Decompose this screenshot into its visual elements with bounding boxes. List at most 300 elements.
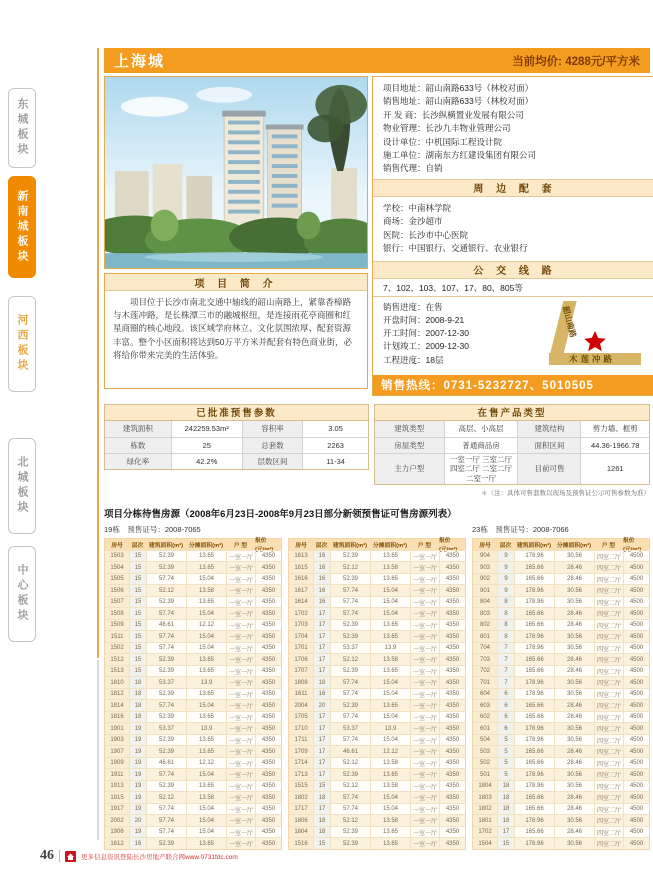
table-cell: 4500 (623, 676, 649, 688)
table-cell: 52.39 (146, 596, 186, 608)
table-cell: 1511 (105, 630, 129, 642)
table-cell: 1504 (473, 837, 497, 849)
table-cell: 802 (473, 619, 497, 631)
table-cell: 一室一厅 (226, 573, 255, 585)
main-content (104, 48, 650, 850)
table-row (105, 676, 281, 688)
table-cell: 1709 (289, 745, 313, 757)
table-cell: 16 (313, 561, 330, 573)
table-cell: 四室二厅 (594, 561, 623, 573)
table-cell: 1506 (105, 584, 129, 596)
table-cell: 1803 (473, 791, 497, 803)
average-price-label: 当前均价: 4288元/平方米 (512, 55, 640, 68)
table-cell: 15 (129, 550, 146, 562)
table-cell: 4350 (255, 780, 281, 792)
listing-table-3-body (473, 550, 649, 849)
table-cell: 6 (497, 722, 514, 734)
products-title: 在售产品类型 (375, 405, 649, 421)
table-cell: 30.56 (554, 734, 594, 746)
page-number: 46 (40, 848, 54, 863)
sidebar-item-new-south-district[interactable]: 新南城板块 (8, 176, 36, 278)
table-cell: 15.04 (186, 573, 226, 585)
table-cell: 13.65 (370, 573, 410, 585)
table-cell: 702 (473, 665, 497, 677)
table-cell: 30.56 (554, 676, 594, 688)
table-cell: 165.66 (514, 745, 554, 757)
table-cell: 4500 (623, 722, 649, 734)
col-shared-area: 分摊面积(m²) (372, 542, 408, 549)
table-cell: 4350 (255, 722, 281, 734)
table-cell: 4500 (623, 826, 649, 838)
table-row (105, 665, 281, 677)
table-row (473, 814, 649, 826)
table-cell: 57.74 (146, 607, 186, 619)
table-row (473, 561, 649, 573)
sales-status-block (373, 297, 653, 375)
table-cell: 53.37 (330, 642, 370, 654)
table-cell: 一室一厅 (410, 711, 439, 723)
table-cell: 901 (473, 584, 497, 596)
table-cell: 4350 (439, 780, 465, 792)
col-price: 报价(元/m²) (255, 538, 274, 554)
table-cell: 4350 (439, 561, 465, 573)
sidebar-item-central-district[interactable]: 中心板块 (8, 546, 36, 642)
table-cell: 4350 (255, 550, 281, 562)
listing-table-1-header (105, 538, 281, 554)
table-cell: 15 (129, 573, 146, 585)
table-cell: 四室二厅 (594, 837, 623, 849)
table-cell: 四室二厅 (594, 780, 623, 792)
table-cell: 6 (497, 699, 514, 711)
table-cell: 803 (473, 607, 497, 619)
table-row (105, 573, 281, 585)
table-cell: 一室一厅 (410, 734, 439, 746)
table-cell: 4500 (623, 688, 649, 700)
table-row (289, 734, 465, 746)
table-cell: 4500 (623, 596, 649, 608)
table-cell: 57.74 (330, 711, 370, 723)
table-cell: 52.39 (330, 665, 370, 677)
surroundings-section-title: 周 边 配 套 (373, 179, 653, 197)
table-cell: 52.39 (330, 630, 370, 642)
road-label-horizontal: 木莲冲路 (569, 353, 616, 364)
table-cell: 18 (497, 814, 514, 826)
table-cell: 15 (129, 561, 146, 573)
table-cell: 一室一厅 (410, 607, 439, 619)
table-cell: 2263 (302, 437, 368, 453)
table-cell: 165.66 (514, 665, 554, 677)
table-cell: 4350 (255, 561, 281, 573)
table-cell: 13.65 (186, 688, 226, 700)
table-cell: 165.66 (514, 561, 554, 573)
info-row-sales-address: 销售地址：韶山南路633号（林校对面） (383, 96, 534, 107)
table-row (473, 619, 649, 631)
table-cell: 1816 (105, 711, 129, 723)
building-photo (104, 76, 368, 269)
table-cell: 8 (497, 619, 514, 631)
table-cell: 178.96 (514, 550, 554, 562)
table-row (105, 699, 281, 711)
cert-label-building19: 19栋 预售证号：2008-7065 (104, 524, 201, 534)
construction-progress: 工程进度：18层 (383, 354, 444, 365)
table-cell: 4350 (255, 745, 281, 757)
table-row (375, 421, 649, 437)
table-row (105, 421, 368, 437)
table-cell: 主力户型 (375, 453, 444, 484)
bus-routes: 7、102、103、107、17、80、805等 (373, 279, 653, 297)
table-cell: 15.04 (370, 607, 410, 619)
table-cell: 46.61 (146, 757, 186, 769)
table-cell: 8 (497, 607, 514, 619)
table-cell: 15.04 (370, 584, 410, 596)
table-cell: 一室一厅 (226, 550, 255, 562)
table-cell: 四室二厅 (594, 665, 623, 677)
approved-params-title: 已批准预售参数 (105, 405, 368, 421)
table-cell: 4500 (623, 619, 649, 631)
table-cell: 16 (313, 573, 330, 585)
table-cell: 15 (129, 642, 146, 654)
table-cell: 13.65 (370, 550, 410, 562)
table-cell: 57.74 (146, 699, 186, 711)
table-cell: 15.04 (370, 676, 410, 688)
sidebar-item-east-district[interactable]: 东城板块 (8, 88, 36, 168)
table-cell: 601 (473, 722, 497, 734)
table-cell: 801 (473, 630, 497, 642)
table-cell: 4350 (439, 550, 465, 562)
table-row (105, 780, 281, 792)
table-cell: 1903 (105, 734, 129, 746)
table-row (473, 699, 649, 711)
table-cell: 高层、小高层 (444, 421, 518, 437)
table-cell: 四室二厅 (594, 596, 623, 608)
table-cell: 一室一厅 (226, 607, 255, 619)
table-cell: 一室一厅 (410, 757, 439, 769)
table-cell: 8 (497, 596, 514, 608)
surroundings-mall: 商场：金沙超市 (383, 216, 443, 227)
table-cell: 一室一厅 (410, 653, 439, 665)
table-cell: 一室一厅 (226, 642, 255, 654)
table-cell: 5 (497, 734, 514, 746)
table-cell: 4350 (255, 573, 281, 585)
footer-divider (59, 850, 60, 862)
table-cell: 总套数 (242, 437, 302, 453)
table-cell: 30.56 (554, 780, 594, 792)
table-cell: 四室二厅 (594, 814, 623, 826)
col-area: 建筑面积(m²) (148, 542, 184, 549)
table-cell: 1804 (473, 780, 497, 792)
table-row (105, 711, 281, 723)
table-row (289, 814, 465, 826)
table-cell: 四室二厅 (594, 653, 623, 665)
table-row (105, 814, 281, 826)
listing-table-2-body (289, 550, 465, 849)
table-cell: 30.56 (554, 630, 594, 642)
table-cell: 28.46 (554, 607, 594, 619)
table-cell: 52.39 (146, 745, 186, 757)
table-cell: 一室一厅 (410, 688, 439, 700)
table-cell: 4350 (255, 688, 281, 700)
table-cell: 4350 (255, 642, 281, 654)
table-cell: 1704 (289, 630, 313, 642)
table-cell: 一室一厅 (410, 699, 439, 711)
table-cell: 一室一厅 (226, 619, 255, 631)
table-cell: 4350 (439, 688, 465, 700)
table-cell: 46.61 (330, 745, 370, 757)
table-cell: 4350 (255, 837, 281, 849)
table-cell: 1713 (289, 768, 313, 780)
table-cell: 6 (497, 688, 514, 700)
col-room: 房号 (111, 542, 123, 549)
table-cell: 165.66 (514, 653, 554, 665)
table-cell: 13.58 (370, 814, 410, 826)
table-row (289, 780, 465, 792)
table-row (105, 630, 281, 642)
table-cell: 6 (497, 711, 514, 723)
table-cell: 7 (497, 642, 514, 654)
table-cell: 57.74 (330, 596, 370, 608)
table-cell: 30.56 (554, 837, 594, 849)
table-cell: 1261 (580, 453, 649, 484)
table-cell: 15 (129, 619, 146, 631)
completion-date: 计划竣工：2009-12-30 (383, 341, 469, 352)
table-row (473, 745, 649, 757)
table-row (105, 722, 281, 734)
table-cell: 28.46 (554, 653, 594, 665)
col-floor: 层次 (131, 542, 144, 549)
sales-status-list (383, 301, 511, 373)
table-cell: 52.39 (330, 826, 370, 838)
table-cell: 1701 (289, 642, 313, 654)
table-cell: 15.04 (370, 791, 410, 803)
table-cell: 13.65 (186, 665, 226, 677)
table-cell: 房屋类型 (375, 437, 444, 453)
table-cell: 178.96 (514, 780, 554, 792)
table-cell: 44.36-1966.78 (580, 437, 649, 453)
table-row (105, 584, 281, 596)
table-cell: 1613 (289, 550, 313, 562)
table-cell: 一室一厅 (226, 699, 255, 711)
table-cell: 4500 (623, 573, 649, 585)
table-cell: 5 (497, 768, 514, 780)
table-cell: 701 (473, 676, 497, 688)
table-cell: 18 (129, 711, 146, 723)
sidebar-item-riverwest-district[interactable]: 河西板块 (8, 296, 36, 392)
table-cell: 一室一厅 (226, 734, 255, 746)
table-cell: 15.04 (186, 803, 226, 815)
table-cell: 16 (313, 550, 330, 562)
listing-table-1-body (105, 550, 281, 849)
table-cell: 1615 (289, 561, 313, 573)
table-cell: 3.05 (302, 421, 368, 437)
table-cell: 501 (473, 768, 497, 780)
table-cell: 11-34 (302, 453, 368, 469)
table-cell: 18 (313, 791, 330, 803)
table-cell: 13.9 (370, 642, 410, 654)
table-row (473, 780, 649, 792)
col-price: 报价(元/m²) (623, 538, 642, 554)
table-cell: 17 (313, 711, 330, 723)
col-unit-type: 户 型 (417, 542, 432, 549)
table-row (105, 791, 281, 803)
table-cell: 建筑结构 (517, 421, 580, 437)
table-row (375, 437, 649, 453)
table-row (105, 437, 368, 453)
table-row (473, 711, 649, 723)
table-cell: 一室一厅 (226, 768, 255, 780)
sidebar-item-north-district[interactable]: 北城板块 (8, 438, 36, 534)
col-unit-type: 户 型 (233, 542, 248, 549)
table-cell: 178.96 (514, 768, 554, 780)
table-cell: 一室一厅 (410, 803, 439, 815)
table-row (105, 734, 281, 746)
table-cell: 4350 (255, 630, 281, 642)
table-row (105, 453, 368, 469)
table-cell: 一室一厅 (226, 803, 255, 815)
listing-table-3-header (473, 538, 649, 554)
table-cell: 一室一厅 (410, 837, 439, 849)
table-cell: 52.12 (330, 814, 370, 826)
table-cell: 13.65 (370, 826, 410, 838)
col-price: 报价(元/m²) (439, 538, 458, 554)
table-row (473, 803, 649, 815)
table-cell: 13.65 (370, 699, 410, 711)
table-row (473, 768, 649, 780)
table-cell: 57.74 (146, 803, 186, 815)
table-row (473, 826, 649, 838)
table-cell: 4350 (255, 803, 281, 815)
table-cell: 一室一厅 (226, 665, 255, 677)
table-cell: 53.37 (330, 722, 370, 734)
table-cell: 13.58 (370, 757, 410, 769)
table-cell: 4500 (623, 734, 649, 746)
table-cell: 30.56 (554, 814, 594, 826)
table-cell: 4500 (623, 699, 649, 711)
listing-table-1 (104, 538, 282, 850)
table-cell: 容积率 (242, 421, 302, 437)
table-cell: 4500 (623, 642, 649, 654)
info-row-property-mgmt: 物业管理：长沙九丰物业管理公司 (383, 123, 511, 134)
intro-text: 项目位于长沙市南北交通中轴线的韶山南路上，紧靠香樟路与木莲冲路，是长株潭三市的融城枢纽，是连接雨花亭商圈和红星商圈的核心地段。该区域学府林立、文化氛围浓厚、配套资源丰富。整个小区面积将达到50万平方米并配套有特色商业街，必将给你带来完美的生活体验。 (113, 297, 352, 360)
table-cell: 7 (497, 653, 514, 665)
table-cell: 4350 (439, 711, 465, 723)
table-cell: 13.58 (186, 584, 226, 596)
table-cell: 1801 (473, 814, 497, 826)
table-cell: 15 (313, 780, 330, 792)
table-cell: 15.04 (186, 642, 226, 654)
table-row (105, 768, 281, 780)
table-cell: 4500 (623, 780, 649, 792)
products-column (374, 404, 650, 497)
table-cell: 四室二厅 (594, 573, 623, 585)
table-cell: 13.65 (370, 768, 410, 780)
table-cell: 18 (129, 699, 146, 711)
table-cell: 1901 (105, 722, 129, 734)
table-cell: 1611 (289, 688, 313, 700)
table-row (289, 791, 465, 803)
table-cell: 1714 (289, 757, 313, 769)
table-cell: 1702 (473, 826, 497, 838)
table-cell: 4350 (439, 573, 465, 585)
info-row-design-unit: 设计单位：中机国际工程设计院 (383, 136, 503, 147)
table-row (473, 596, 649, 608)
table-cell: 4500 (623, 665, 649, 677)
table-cell: 13.9 (186, 676, 226, 688)
table-cell: 1711 (289, 734, 313, 746)
left-column (104, 76, 368, 396)
table-cell: 四室二厅 (594, 791, 623, 803)
table-cell: 604 (473, 688, 497, 700)
table-cell: 57.74 (330, 734, 370, 746)
table-cell: 13.65 (186, 653, 226, 665)
table-cell: 15.04 (370, 803, 410, 815)
table-cell: 17 (313, 653, 330, 665)
table-cell: 4350 (439, 814, 465, 826)
info-row-developer: 开 发 商：长沙纵横置业发展有限公司 (383, 109, 524, 120)
surroundings-bank: 银行：中国银行、交通银行、农业银行 (383, 243, 528, 254)
table-cell: 4500 (623, 745, 649, 757)
table-cell: 52.12 (330, 561, 370, 573)
table-cell: 1810 (105, 676, 129, 688)
table-cell: 1802 (473, 803, 497, 815)
table-cell: 4350 (255, 676, 281, 688)
col-area: 建筑面积(m²) (332, 542, 368, 549)
table-cell: 4500 (623, 791, 649, 803)
table-row (105, 550, 281, 562)
surroundings-list (373, 197, 653, 261)
table-cell: 4500 (623, 757, 649, 769)
table-cell: 4350 (439, 653, 465, 665)
approved-params-table (104, 404, 369, 470)
table-cell: 46.61 (146, 619, 186, 631)
sales-progress: 销售进度：在售 (383, 301, 443, 312)
table-cell: 1907 (105, 745, 129, 757)
table-cell: 4350 (255, 619, 281, 631)
table-cell: 一室一厅 (226, 757, 255, 769)
table-cell: 1502 (105, 642, 129, 654)
table-cell: 4350 (439, 791, 465, 803)
table-cell: 4350 (255, 791, 281, 803)
footer-tagline[interactable]: 更多信息资讯登陆长沙房地产联合网www.0731fdc.com (81, 853, 238, 861)
table-cell: 4350 (439, 596, 465, 608)
table-cell: 28.46 (554, 665, 594, 677)
table-cell: 4500 (623, 607, 649, 619)
table-cell: 一室一厅 (410, 780, 439, 792)
table-cell: 1507 (105, 596, 129, 608)
table-row (473, 653, 649, 665)
table-cell: 603 (473, 699, 497, 711)
table-cell: 52.12 (330, 653, 370, 665)
cert-label-building23: 23栋 预售证号：2008-7066 (472, 524, 569, 534)
table-cell: 15.04 (186, 814, 226, 826)
table-cell: 一室一厅 三室二厅 四室二厅 二室二厅 二室一厅 (444, 453, 518, 484)
table-cell: 52.12 (330, 780, 370, 792)
table-row (473, 630, 649, 642)
table-cell: 15.04 (370, 711, 410, 723)
table-cell: 42.2% (171, 453, 242, 469)
table-row (289, 688, 465, 700)
table-cell: 17 (313, 665, 330, 677)
table-cell: 4500 (623, 561, 649, 573)
table-cell: 1706 (289, 653, 313, 665)
table-row (473, 791, 649, 803)
table-cell: 17 (497, 826, 514, 838)
table-row (105, 653, 281, 665)
info-row-construction-unit: 施工单位：湖南东方红建设集团有限公司 (383, 150, 537, 161)
table-cell: 1710 (289, 722, 313, 734)
table-cell: 53.37 (146, 722, 186, 734)
table-cell: 建筑面积 (105, 421, 171, 437)
table-cell: 28.46 (554, 561, 594, 573)
